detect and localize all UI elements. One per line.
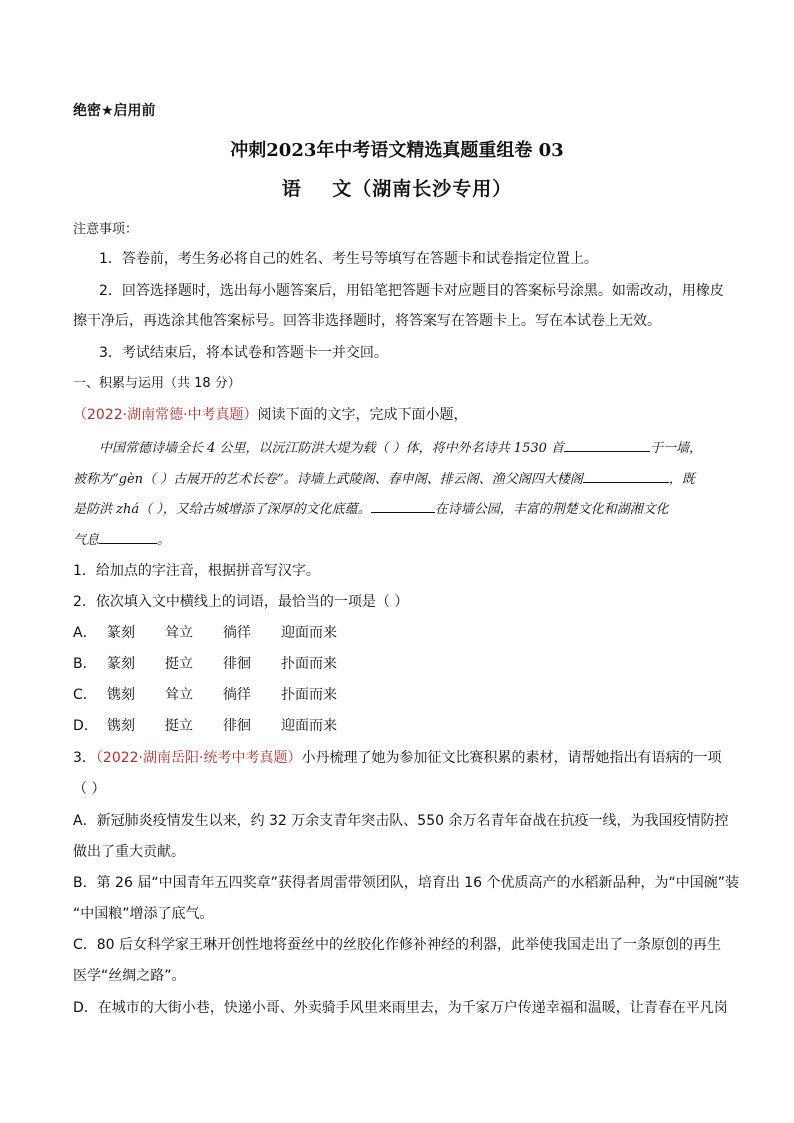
option-word: 挺立 bbox=[165, 656, 193, 672]
passage-text: ，既 bbox=[668, 472, 695, 487]
option-c bbox=[73, 685, 724, 705]
passage-line-1 bbox=[99, 437, 724, 459]
option-word: 篆刻 bbox=[107, 625, 135, 641]
q3-option-a: A．新冠肺炎疫情发生以来，约 32 万余支青年突击队、550 余万名青年奋战在抗疫一线，为我国疫情防控 bbox=[73, 813, 729, 829]
q3-option-c: C．80 后女科学家王琳开创性地将蚕丝中的丝胶化作修补神经的利器，此举使我国走出了一条原创的再生 bbox=[73, 937, 722, 953]
option-word: 扑面而来 bbox=[281, 656, 337, 672]
question-number: 3． bbox=[73, 750, 96, 766]
blank-2 bbox=[583, 468, 669, 483]
passage-text: 中国常德诗墙全长 4 公里，以沅江防洪大堤为载（ ）体，将中外名诗共 1530 首 bbox=[99, 441, 565, 456]
option-a bbox=[73, 623, 724, 643]
section-heading: 一、积累与运用（共 18 分） bbox=[73, 376, 241, 391]
passage-line-2 bbox=[73, 468, 724, 490]
passage-text: 气息 bbox=[73, 533, 100, 548]
option-label: C． bbox=[73, 687, 97, 703]
q3-option-c-cont: 医学“丝绸之路”。 bbox=[73, 968, 186, 984]
passage-text: 。 bbox=[157, 533, 171, 548]
notice-item-1: 1．答卷前，考生务必将自己的姓名、考生号等填写在答题卡和试卷指定位置上。 bbox=[99, 251, 598, 267]
option-b bbox=[73, 654, 724, 674]
option-label: A． bbox=[73, 625, 97, 641]
option-label: D． bbox=[73, 718, 98, 734]
option-word: 徘徊 bbox=[223, 718, 251, 734]
option-word: 徜徉 bbox=[223, 625, 251, 641]
question-3 bbox=[73, 748, 724, 768]
exam-title: 冲刺2023年中考语文精选真题重组卷 03 bbox=[230, 140, 564, 161]
exam-subtitle: 语 文（湖南长沙专用） bbox=[281, 178, 513, 200]
passage-intro bbox=[73, 405, 724, 425]
blank-3 bbox=[371, 498, 435, 513]
notice-item-3: 3．考试结束后，将本试卷和答题卡一并交回。 bbox=[99, 345, 388, 361]
blank-4 bbox=[99, 529, 157, 544]
option-word: 迎面而来 bbox=[281, 718, 337, 734]
option-word: 篆刻 bbox=[107, 656, 135, 672]
passage-line-4 bbox=[73, 529, 724, 551]
passage-text: 于一墙， bbox=[650, 441, 703, 456]
option-word: 徘徊 bbox=[223, 656, 251, 672]
question-1: 1．给加点的字注音，根据拼音写汉字。 bbox=[73, 563, 320, 579]
option-word: 耸立 bbox=[165, 625, 193, 641]
notice-heading: 注意事项： bbox=[73, 222, 139, 237]
intro-text: 阅读下面的文字，完成下面小题， bbox=[257, 407, 468, 423]
question-text: 小丹梳理了她为参加征文比赛积累的素材，请帮她指出有语病的一项 bbox=[301, 750, 722, 766]
source-tag: （2022·湖南岳阳·统考中考真题） bbox=[95, 750, 302, 766]
q3-option-d: D．在城市的大街小巷，快递小哥、外卖骑手风里来雨里去，为千家万户传递幸福和温暖，让青春在平凡岗 bbox=[73, 1000, 728, 1016]
notice-item-2-cont: 擦干净后，再选涂其他答案标号。回答非选择题时，将答案写在答题卡上。写在本试卷上无效。 bbox=[73, 313, 661, 329]
option-word: 迎面而来 bbox=[281, 625, 337, 641]
passage-text: 被称为“gèn（ ）古展开的艺术长卷”。诗墙上武陵阁、春申阁、排云阁、渔父阁四大楼阁 bbox=[73, 472, 583, 487]
option-word: 耸立 bbox=[165, 687, 193, 703]
option-word: 挺立 bbox=[165, 718, 193, 734]
option-word: 扑面而来 bbox=[281, 687, 337, 703]
option-word: 镌刻 bbox=[107, 718, 135, 734]
q3-option-a-cont: 做出了重大贡献。 bbox=[73, 844, 185, 860]
secret-label: 绝密★启用前 bbox=[73, 103, 156, 119]
q3-option-b-cont: “中国粮”增添了底气。 bbox=[73, 906, 214, 922]
option-word: 镌刻 bbox=[107, 687, 135, 703]
option-word: 徜徉 bbox=[223, 687, 251, 703]
question-2: 2．依次填入文中横线上的词语，最恰当的一项是（ ） bbox=[73, 594, 409, 610]
passage-text: 在诗墙公园，丰富的荆楚文化和湖湘文化 bbox=[434, 502, 669, 517]
q3-option-b: B．第 26 届“中国青年五四奖章”获得者周雷带领团队，培育出 16 个优质高产的水稻新品种，为“中国碗”装 bbox=[73, 875, 740, 891]
blank-1 bbox=[564, 437, 650, 452]
passage-text: 是防洪 zhá（ ），又给古城增添了深厚的文化底蕴。 bbox=[73, 502, 371, 517]
answer-paren: （ ） bbox=[73, 781, 106, 797]
source-tag: （2022·湖南常德·中考真题） bbox=[73, 407, 258, 423]
option-d bbox=[73, 716, 724, 736]
option-label: B． bbox=[73, 656, 97, 672]
notice-item-2: 2．回答选择题时，选出每小题答案后，用铅笔把答题卡对应题目的答案标号涂黑。如需改动，用橡皮 bbox=[99, 283, 724, 299]
passage-line-3 bbox=[73, 498, 724, 520]
